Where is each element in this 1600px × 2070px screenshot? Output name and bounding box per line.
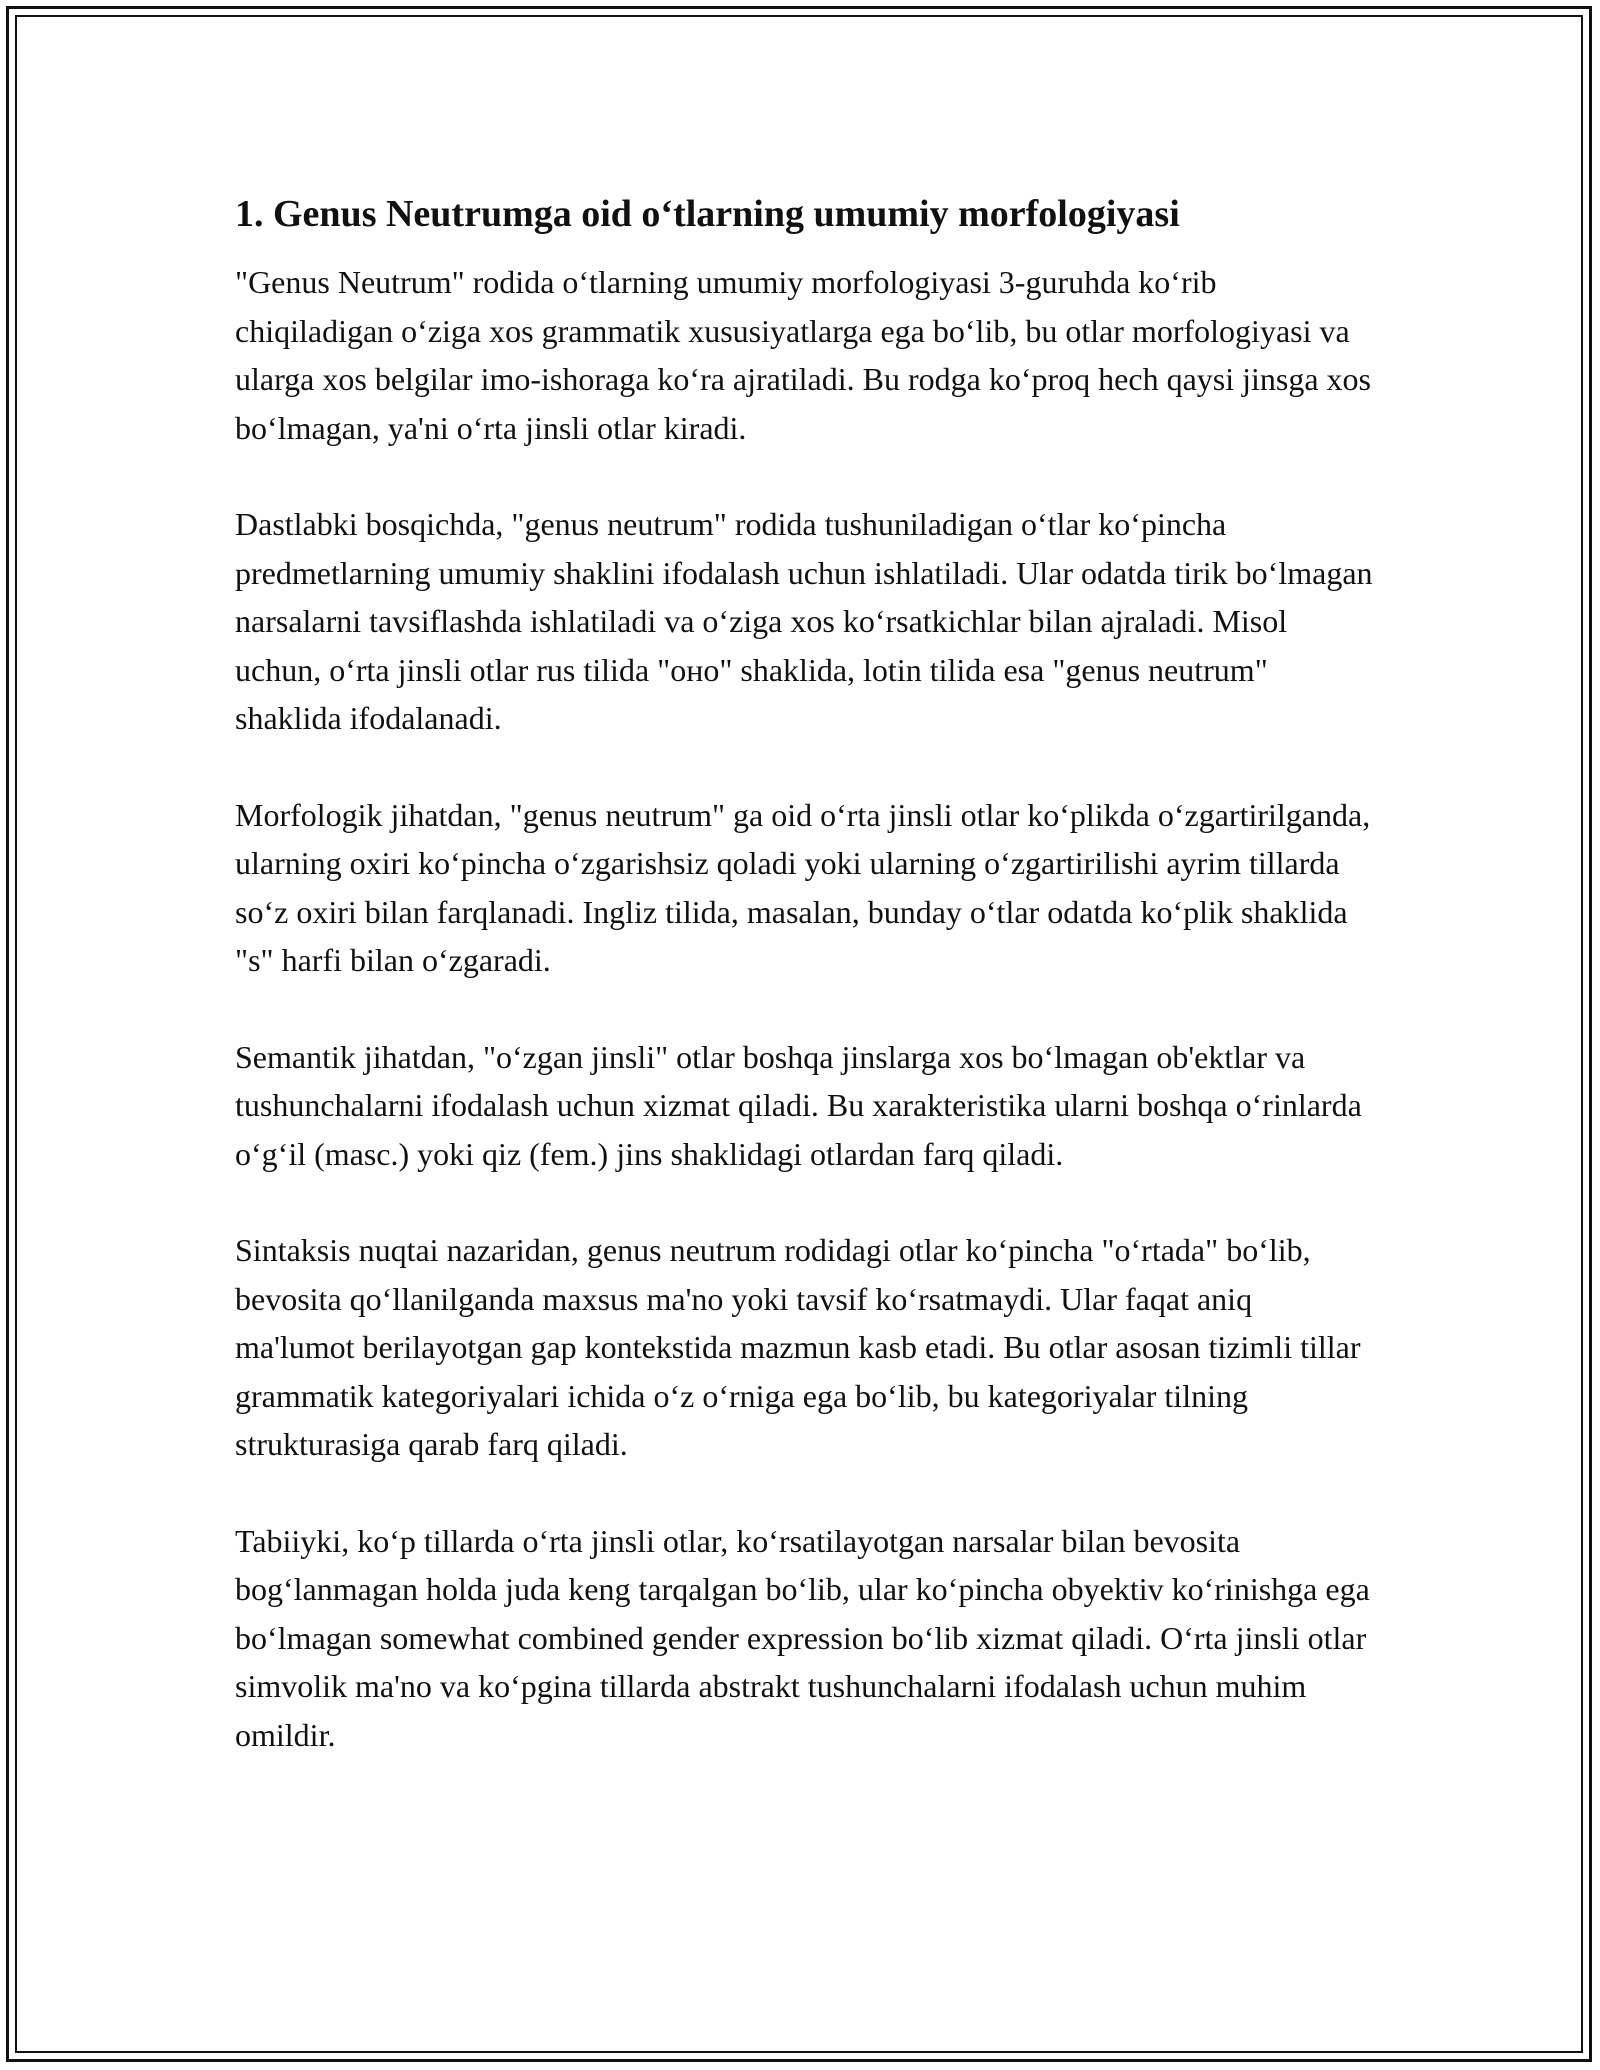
paragraph-4: Semantik jihatdan, "o‘zgan jinsli" otlar boshqa jinslarga xos bo‘lmagan ob'ektlar va tushunchalarni ifodalash uchun xizmat qiladi. Bu xarakteristika ularni boshqa o‘rinlarda o‘g‘il (masc.) yoki qiz (fem.) jins shaklidagi otlardan farq qiladi. (235, 1038, 1362, 1172)
document-body (235, 188, 1375, 1807)
paragraph-3: Morfologik jihatdan, "genus neutrum" ga oid o‘rta jinsli otlar ko‘plikda o‘zgartirilganda, ularning oxiri ko‘pincha o‘zgarishsiz qoladi yoki ularning o‘zgartirilishi ayrim tillarda so‘z oxiri bilan farqlanadi. Ingliz tilida, masalan, bunday o‘tlar odatda ko‘plik shaklida "s" harfi bilan o‘zgaradi. (235, 796, 1371, 978)
paragraph-1: "Genus Neutrum" rodida o‘tlarning umumiy morfologiyasi 3-guruhda ko‘rib chiqiladigan o‘ziga xos grammatik xususiyatlarga ega bo‘lib, bu otlar morfologiyasi va ularga xos belgilar imo-ishoraga ko‘ra ajratiladi. Bu rodga ko‘proq hech qaysi jinsga xos bo‘lmagan, ya'ni o‘rta jinsli otlar kiradi. (235, 264, 1371, 446)
paragraph-6: Tabiiyki, ko‘p tillarda o‘rta jinsli otlar, ko‘rsatilayotgan narsalar bilan bevosita bog‘lanmagan holda juda keng tarqalgan bo‘lib, ular ko‘pincha obyektiv ko‘rinishga ega bo‘lmagan somewhat combined gender expression bo‘lib xizmat qiladi. O‘rta jinsli otlar simvolik ma'no va ko‘pgina tillarda abstrakt tushunchalarni ifodalash uchun muhim omildir. (235, 1522, 1370, 1753)
section-heading: 1. Genus Neutrumga oid o‘tlarning umumiy morfologiyasi (235, 193, 1180, 235)
paragraph-2: Dastlabki bosqichda, "genus neutrum" rodida tushuniladigan o‘tlar ko‘pincha predmetlarning umumiy shaklini ifodalash uchun ishlatiladi. Ular odatda tirik bo‘lmagan narsalarni tavsiflashda ishlatiladi va o‘ziga xos ko‘rsatkichlar bilan ajraladi. Misol uchun, o‘rta jinsli otlar rus tilida "оно" shaklida, lotin tilida esa "genus neutrum" shaklida ifodalanadi. (235, 506, 1373, 736)
paragraph-5: Sintaksis nuqtai nazaridan, genus neutrum rodidagi otlar ko‘pincha "o‘rtada" bo‘lib, bevosita qo‘llanilganda maxsus ma'no yoki tavsif ko‘rsatmaydi. Ular faqat aniq ma'lumot berilayotgan gap kontekstida mazmun kasb etadi. Bu otlar asosan tizimli tillar grammatik kategoriyalari ichida o‘z o‘rniga ega bo‘lib, bu kategoriyalar tilning strukturasiga qarab farq qiladi. (235, 1232, 1361, 1462)
